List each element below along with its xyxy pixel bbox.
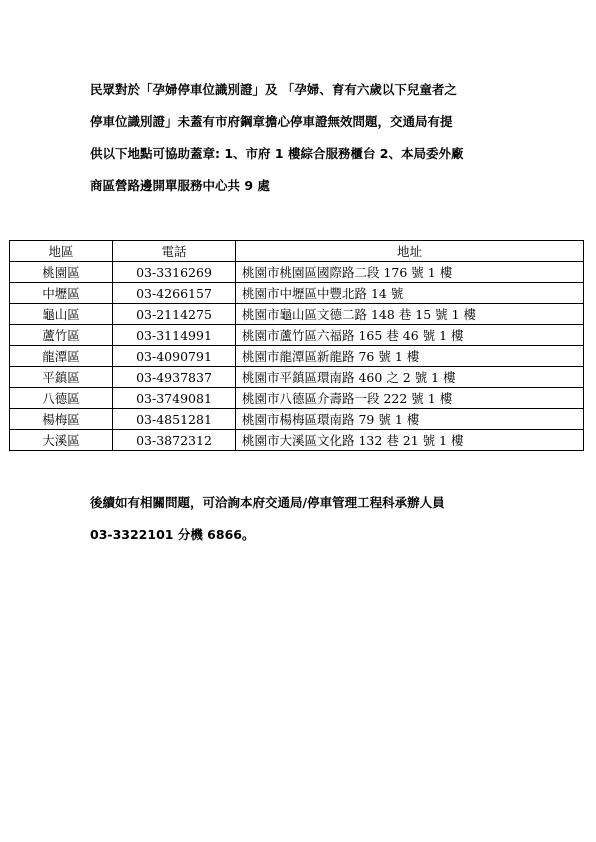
table-row [10, 367, 584, 388]
table-row [10, 304, 584, 325]
table-row [10, 262, 584, 283]
intro-line: 供以下地點可協助蓋章: 1、市府 1 樓綜合服務櫃台 2、本局委外廠 [90, 146, 464, 161]
intro-line: 商區營路邊開單服務中心共 9 處 [90, 178, 270, 193]
phone-cell: 03-3749081 [113, 388, 236, 409]
intro-line: 停車位識別證」未蓋有市府鋼章擔心停車證無效問題，交通局有提 [90, 114, 453, 129]
intro-line: 民眾對於「孕婦停車位識別證」及 「孕婦、育有六歲以下兒童者之 [90, 82, 457, 97]
district-cell: 中壢區 [10, 283, 113, 304]
service-locations-table [9, 240, 584, 451]
table-header [10, 241, 584, 262]
district-cell: 八德區 [10, 388, 113, 409]
header-phone: 電話 [113, 241, 236, 262]
district-cell: 桃園區 [10, 262, 113, 283]
table-row [10, 388, 584, 409]
phone-cell: 03-4266157 [113, 283, 236, 304]
address-cell: 桃園市蘆竹區六福路 165 巷 46 號 1 樓 [236, 325, 584, 346]
phone-cell: 03-3316269 [113, 262, 236, 283]
closing-paragraph [90, 487, 520, 551]
address-cell: 桃園市桃園區國際路二段 176 號 1 樓 [236, 262, 584, 283]
address-cell: 桃園市八德區介壽路一段 222 號 1 樓 [236, 388, 584, 409]
district-cell: 大溪區 [10, 430, 113, 451]
table-row [10, 325, 584, 346]
table-header-row [10, 241, 584, 262]
district-cell: 龍潭區 [10, 346, 113, 367]
phone-cell: 03-2114275 [113, 304, 236, 325]
address-cell: 桃園市中壢區中豐北路 14 號 [236, 283, 584, 304]
header-address: 地址 [236, 241, 584, 262]
district-cell: 龜山區 [10, 304, 113, 325]
address-cell: 桃園市楊梅區環南路 79 號 1 樓 [236, 409, 584, 430]
table-row [10, 346, 584, 367]
table-body [10, 262, 584, 451]
phone-cell: 03-4090791 [113, 346, 236, 367]
phone-cell: 03-3872312 [113, 430, 236, 451]
table-row [10, 430, 584, 451]
district-cell: 蘆竹區 [10, 325, 113, 346]
district-cell: 平鎮區 [10, 367, 113, 388]
header-district: 地區 [10, 241, 113, 262]
address-cell: 桃園市龜山區文德二路 148 巷 15 號 1 樓 [236, 304, 584, 325]
closing-line: 後續如有相關問題，可洽詢本府交通局/停車管理工程科承辦人員 [90, 495, 445, 510]
table-row [10, 409, 584, 430]
district-cell: 楊梅區 [10, 409, 113, 430]
phone-cell: 03-3114991 [113, 325, 236, 346]
table-row [10, 283, 584, 304]
address-cell: 桃園市平鎮區環南路 460 之 2 號 1 樓 [236, 367, 584, 388]
phone-cell: 03-4851281 [113, 409, 236, 430]
intro-paragraph [90, 74, 520, 202]
closing-line: 03-3322101 分機 6866。 [90, 527, 255, 542]
address-cell: 桃園市龍潭區新龍路 76 號 1 樓 [236, 346, 584, 367]
phone-cell: 03-4937837 [113, 367, 236, 388]
address-cell: 桃園市大溪區文化路 132 巷 21 號 1 樓 [236, 430, 584, 451]
